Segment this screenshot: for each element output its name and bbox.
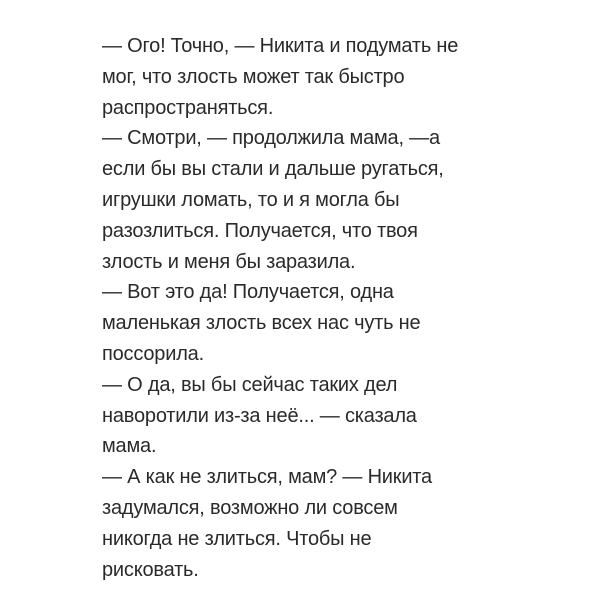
text-line-10: маленькая злость всех нас чуть не [102,312,421,335]
text-line-18: рисковать. [102,558,199,581]
text-line-7: разозлиться. Получается, что твоя [102,219,418,242]
text-line-12: — О да, вы бы сейчас таких дел [102,373,398,396]
story-text [102,31,502,585]
text-line-8: злость и меня бы заразила. [102,250,356,273]
text-line-5: если бы вы стали и дальше ругаться, [102,158,444,181]
text-line-3: распространяться. [102,96,274,119]
text-line-11: поссорила. [102,342,204,365]
text-line-1: — Ого! Точно, — Никита и подумать не [102,35,459,57]
text-line-17: никогда не злиться. Чтобы не [102,527,372,550]
text-line-2: мог, что злость может так быстро [102,65,405,88]
text-line-4: — Смотри, — продолжила мама, —а [102,127,440,150]
text-line-16: задумался, возможно ли совсем [102,496,398,519]
text-line-14: мама. [102,435,157,458]
text-line-6: игрушки ломать, то и я могла бы [102,188,400,211]
text-line-15: — А как не злиться, мам? — Никита [102,466,432,489]
text-line-13: наворотили из-за неё... — сказала [102,404,417,427]
text-line-9: — Вот это да! Получается, одна [102,281,394,304]
